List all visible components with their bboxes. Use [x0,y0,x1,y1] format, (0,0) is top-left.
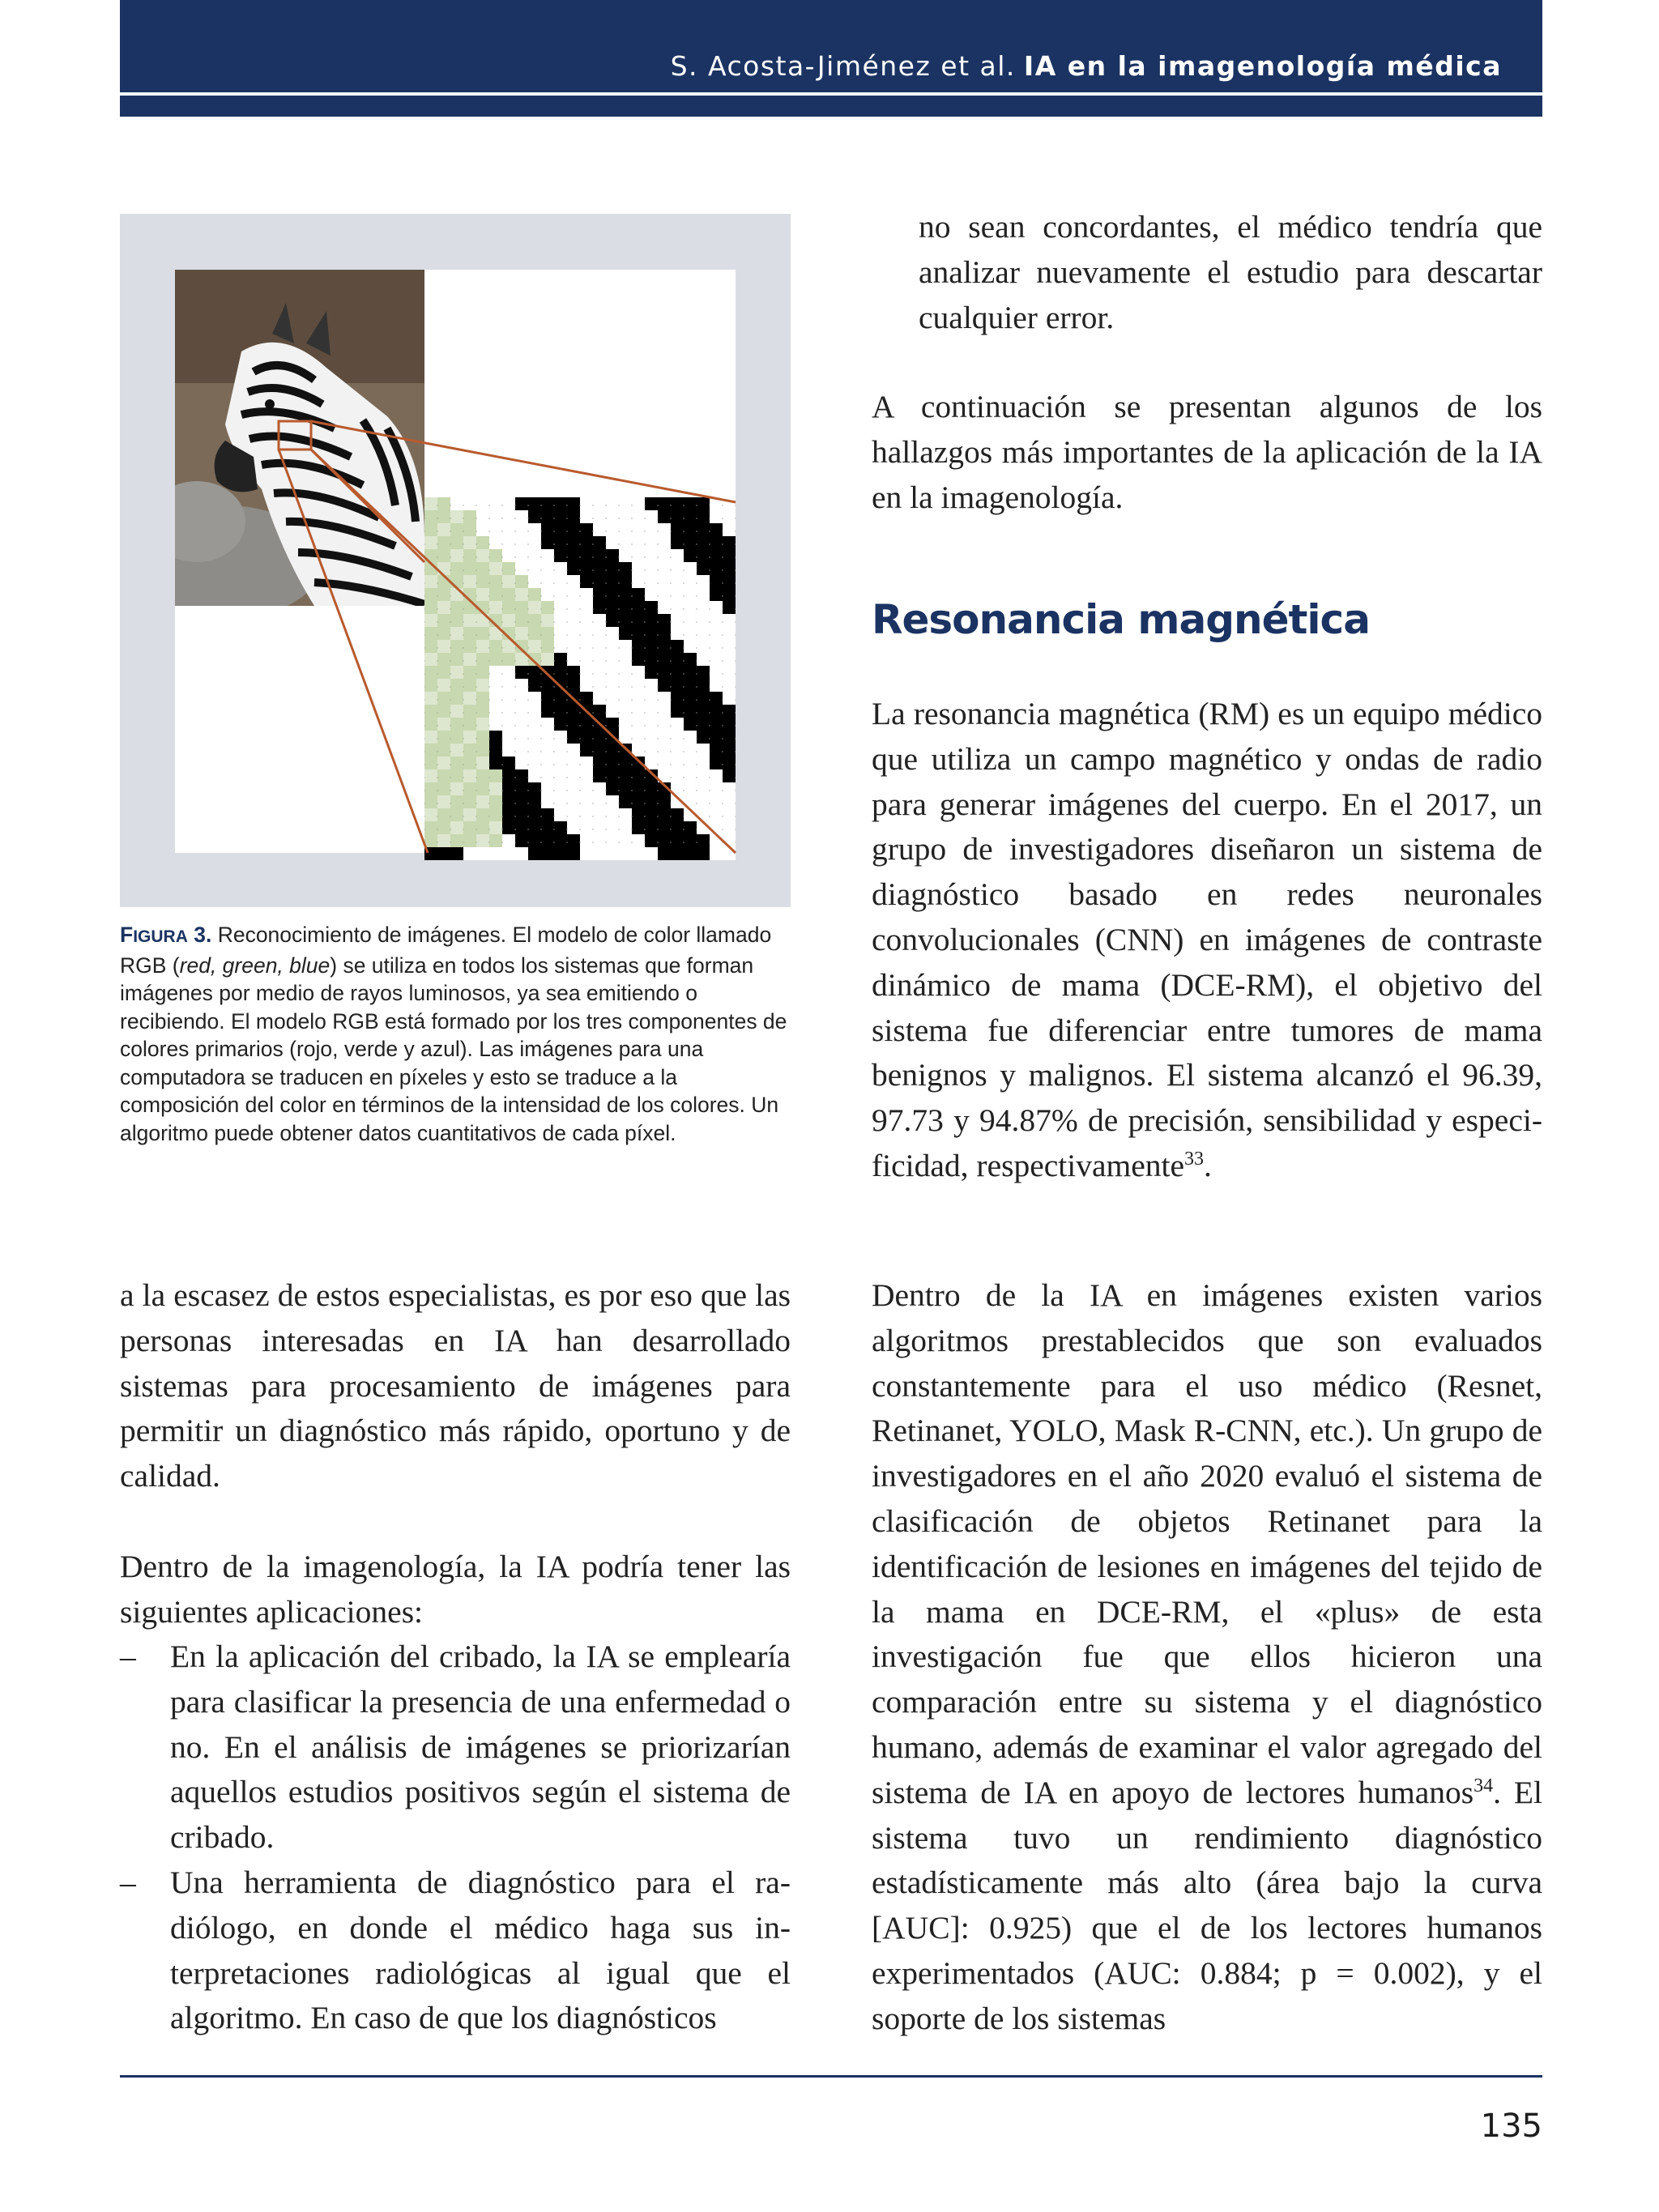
header-divider [120,92,1542,96]
list-item: – Una herramienta de diagnóstico para el radiólogo, en donde el médico haga sus interpretaciones radiológicas al igual que el algoritmo. En caso de que los diagnósticos [120,1860,791,2041]
figure-label: FIGURA 3. [120,923,212,947]
applications-list [120,1634,791,2041]
list-dash: – [120,1864,136,1900]
header-title: IA en la imagenología médica [1023,50,1502,82]
figure-3-panel [120,214,791,907]
figure-3-illustration [120,214,791,907]
header-authors: S. Acosta-Jiménez et al. [670,50,1016,82]
caption-text-2: ) se utiliza en todos los sistemas que forman imágenes por medio de rayos luminosos, ya sea emitiendo o recibiendo. El modelo RGB está formado por los tres componentes de colores primarios (rojo, verde y azul). Las imágenes para una computadora se traducen en píxeles y esto se traduce a la composición del color en términos de la intensidad de los colores. Un algoritmo puede obtener datos cuantitativos de cada píxel. [120,953,787,1145]
right-column-intro: A continuación se presentan algunos de los hallazgos más importantes de la aplicación de la IA en la imagenología. [872,389,1542,515]
page-number: 135 [1480,2108,1542,2145]
left-column-paragraph-2: Dentro de la imagenología, la IA podría tener las siguientes aplicaciones: [120,1549,791,1630]
right-column-continuation: no sean concordantes, el médico tendría que analizar nuevamente el estudio para descartar cualquier error. [919,209,1542,335]
rm-paragraph: La resonancia magnética (RM) es un equipo médico que utiliza un campo magnético y ondas de radio para generar imágenes del cuerpo. En el 2017, un grupo de investigadores diseñaron un sistema de diagnóstico basado en redes neuronales convolucionales (CNN) en imágenes de contraste dinámico de mama (DCE-RM), el objetivo del sistema fue diferenciar entre tumores de mama benignos y malignos. El sistema alcanzó el 96.39, 97.73 y 94.87% de precisión, sensibilidad y especificidad, respectivamente$^{33}$. [872,696,1542,1183]
caption-italic: red, green, blue [179,953,331,978]
zebra-photo-icon [128,270,424,619]
reference-33: 33 [1184,1148,1205,1170]
figure-3-caption [120,921,794,1147]
ia-paragraph: Dentro de la IA en imágenes existen varios algoritmos prestablecidos que son evaluados constantemente para el uso médico (Resnet, Retinanet, YOLO, Mask R-CNN, etc.). Un grupo de investigadores en el año 2020 evaluó el sistema de clasificación de objetos Retinanet para la identificación de lesiones en imágenes del tejido de la mama en DCE-RM, el «plus» de esta investigación fue que ellos hicieron una comparación entre su sistema y el diagnóstico humano, además de examinar el valor agregado del sistema de IA en apoyo de lectores humanos$^{34}$. El sistema tuvo un rendimiento diagnóstico estadísticamente más alto (área bajo la curva [AUC]: 0.925) que el de los lectores humanos experimentados (AUC: 0.884; p = 0.002), y el soporte de los sistemas [872,1277,1543,2036]
running-header [120,0,1542,117]
left-column-paragraph-1: a la escasez de estos especialistas, es por eso que las personas interesadas en IA han desarrollado sistemas para procesamiento de imágenes para permitir un diagnóstico más rápido, oportuno y de calidad. [120,1277,791,1494]
footer-divider [120,2075,1542,2078]
reference-34: 34 [1473,1775,1494,1796]
list-dash: – [120,1639,136,1674]
list-item: – En la aplicación del cribado, la IA se emplearía para clasificar la presencia de una enfermedad o no. En el análisis de imágenes se priorizarían aquellos estudios positivos según el sistema de cribado. [120,1634,791,1860]
caption-text-1: Reconocimiento de imágenes. El modelo de color llamado RGB ( [120,923,772,978]
running-header-text [671,50,1502,82]
section-heading: Resonancia magnética [872,596,1370,643]
